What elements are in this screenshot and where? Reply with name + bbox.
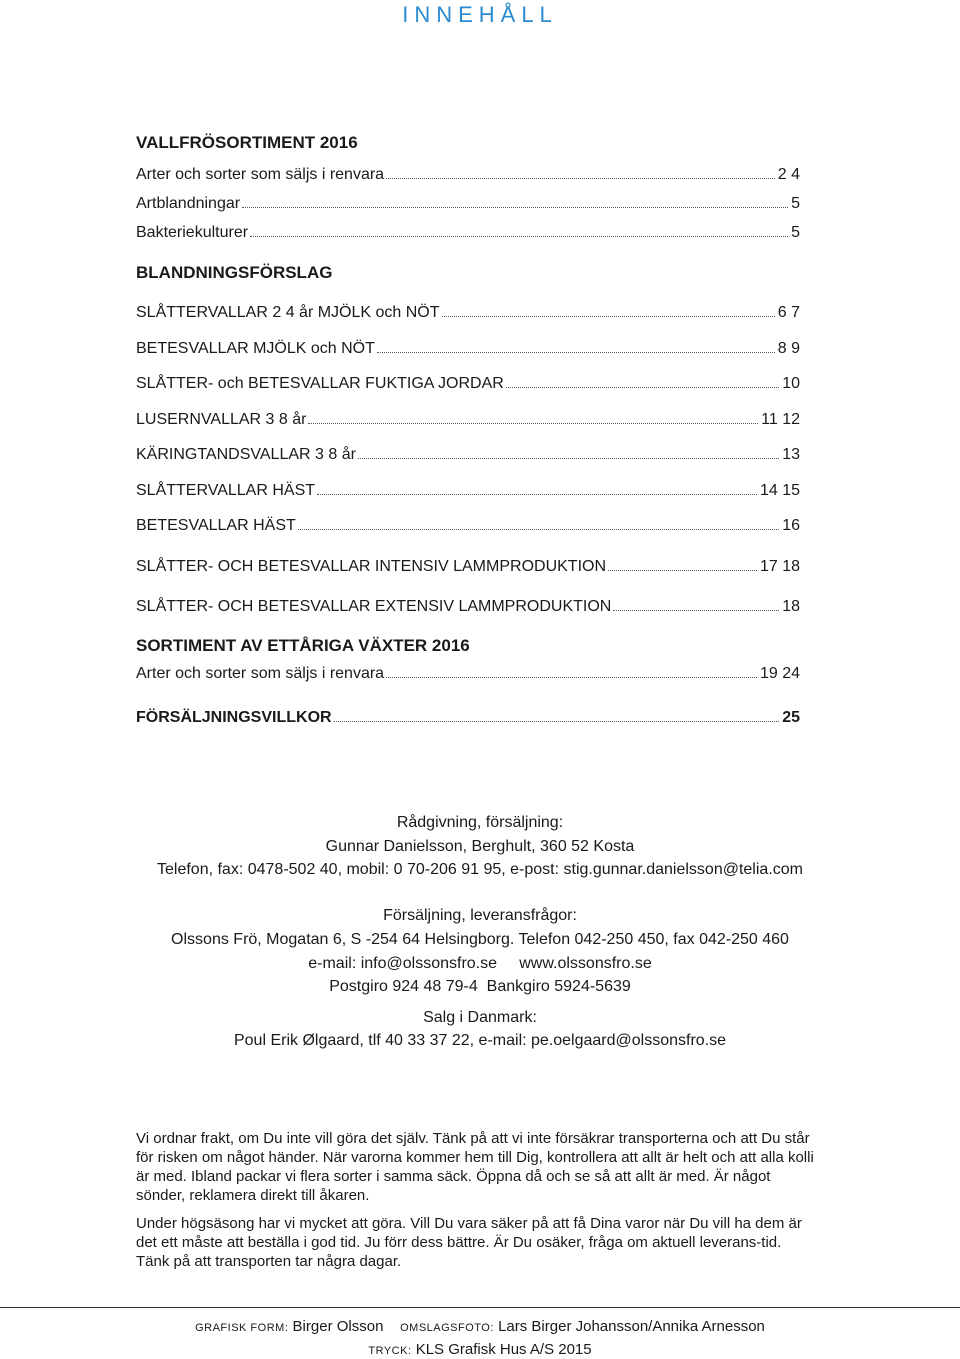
toc-page: 8 9 — [777, 340, 800, 357]
toc-page: 13 — [782, 446, 800, 463]
toc-label: Bakteriekulturer — [136, 224, 249, 241]
toc-row — [136, 334, 800, 358]
note-frakt: Vi ordnar frakt, om Du inte vill göra det själv. Tänk på att vi inte försäkrar transporterna och att Du står för risken om något händer. När varorna kommer hem till Dig, kontrollera att allt är helt och att alla kolli är med. Ibland packar vi flera sorter i samma säck. Öppna då och se så att allt är med. Är något sönder, reklamera direkt till åkaren. — [136, 1130, 814, 1204]
omslag-value: Lars Birger Johansson/Annika Arnesson — [498, 1318, 765, 1335]
toc-page: 6 7 — [777, 304, 800, 321]
toc-page: 18 — [782, 598, 800, 615]
toc-row — [136, 440, 800, 464]
dot-leader — [386, 178, 775, 179]
toc-row — [136, 552, 800, 576]
section-heading-ettariga: SORTIMENT AV ETTÅRIGA VÄXTER 2016 — [136, 636, 470, 655]
toc-label: Arter och sorter som säljs i renvara — [136, 166, 385, 183]
toc-label: SLÅTTER- OCH BETESVALLAR INTENSIV LAMMPRODUKTION — [136, 558, 607, 575]
toc-page: 10 — [782, 375, 800, 392]
dot-leader — [358, 458, 779, 459]
dot-leader — [506, 387, 779, 388]
toc-row — [136, 369, 800, 393]
dot-leader — [386, 677, 757, 678]
toc-label: SLÅTTERVALLAR HÄST — [136, 482, 316, 499]
forsaljning-giro: Postgiro 924 48 79-4 Bankgiro 5924-5639 — [329, 978, 631, 995]
forsaljning-address: Olssons Frö, Mogatan 6, S -254 64 Helsingborg. Telefon 042-250 450, fax 042-250 460 — [171, 931, 789, 948]
dot-leader — [298, 529, 779, 530]
toc-row — [136, 511, 800, 535]
toc-row — [136, 659, 800, 683]
toc-row — [136, 189, 800, 213]
danmark-heading: Salg i Danmark: — [423, 1009, 537, 1026]
tryck-value: KLS Grafisk Hus A/S 2015 — [415, 1341, 592, 1358]
toc-row — [136, 298, 800, 322]
toc-label: FÖRSÄLJNINGSVILLKOR — [136, 709, 332, 726]
credits-line-2 — [0, 1341, 960, 1358]
forsaljning-web: e-mail: info@olssonsfro.se www.olssonsfro.se — [308, 955, 652, 972]
toc-row — [136, 160, 800, 184]
dot-leader — [608, 570, 757, 571]
toc-page: 11 12 — [761, 411, 800, 428]
toc-label: Arter och sorter som säljs i renvara — [136, 665, 385, 682]
toc-row — [136, 218, 800, 242]
dot-leader — [334, 721, 780, 722]
dot-leader — [613, 610, 779, 611]
toc-page: 19 24 — [759, 665, 800, 682]
toc-page: 25 — [782, 709, 800, 726]
footer-divider — [0, 1307, 960, 1308]
note-hogsasong: Under högsäsong har vi mycket att göra. Vill Du vara säker på att få Dina varor när Du vill ha dem är det ett måste att beställa i god tid. Ju förr dess bättre. Är Du osäker, fråga om aktuell leverans-tid. Tänk på att transporten tar några dagar. — [136, 1215, 802, 1270]
toc-label: BETESVALLAR MJÖLK och NÖT — [136, 340, 375, 357]
toc-label: LUSERNVALLAR 3 8 år — [136, 411, 307, 428]
section-heading-vallfro: VALLFRÖSORTIMENT 2016 — [136, 133, 358, 152]
danmark-contact: Poul Erik Ølgaard, tlf 40 33 37 22, e-mail: pe.oelgaard@olssonsfro.se — [233, 1032, 727, 1049]
toc-row — [136, 405, 800, 429]
toc-label: SLÅTTER- och BETESVALLAR FUKTIGA JORDAR — [136, 375, 504, 392]
dot-leader — [250, 236, 788, 237]
radgivning-phone: Telefon, fax: 0478-502 40, mobil: 0 70-206 91 95, e-post: stig.gunnar.danielsson@telia.com — [157, 861, 803, 878]
toc-page: 17 18 — [759, 558, 800, 575]
dot-leader — [317, 494, 757, 495]
radgivning-address: Gunnar Danielsson, Berghult, 360 52 Kosta — [325, 838, 635, 855]
toc-row — [136, 476, 800, 500]
page-title: INNEHÅLL — [402, 2, 558, 27]
toc-label: Artblandningar — [136, 195, 241, 212]
toc-row-villkor — [136, 703, 800, 727]
toc-page: 5 — [791, 195, 800, 212]
toc-row — [136, 592, 800, 616]
grafisk-label: GRAFISK FORM: — [195, 1322, 289, 1334]
toc-label: KÄRINGTANDSVALLAR 3 8 år — [136, 446, 356, 463]
section-heading-blandning: BLANDNINGSFÖRSLAG — [136, 263, 333, 282]
tryck-label: TRYCK: — [368, 1345, 412, 1357]
grafisk-value: Birger Olsson — [292, 1318, 384, 1335]
dot-leader — [442, 316, 775, 317]
toc-page: 2 4 — [777, 166, 800, 183]
forsaljning-heading: Försäljning, leveransfrågor: — [383, 907, 577, 924]
dot-leader — [377, 352, 775, 353]
dot-leader — [308, 423, 758, 424]
toc-page: 5 — [791, 224, 800, 241]
omslag-label: OMSLAGSFOTO: — [400, 1322, 494, 1334]
credits-line-1 — [0, 1318, 960, 1335]
toc-label: BETESVALLAR HÄST — [136, 517, 296, 534]
toc-page: 14 15 — [759, 482, 800, 499]
toc-page: 16 — [782, 517, 800, 534]
dot-leader — [242, 207, 788, 208]
toc-label: SLÅTTERVALLAR 2 4 år MJÖLK och NÖT — [136, 304, 440, 321]
toc-label: SLÅTTER- OCH BETESVALLAR EXTENSIV LAMMPRODUKTION — [136, 598, 612, 615]
radgivning-heading: Rådgivning, försäljning: — [396, 814, 564, 831]
